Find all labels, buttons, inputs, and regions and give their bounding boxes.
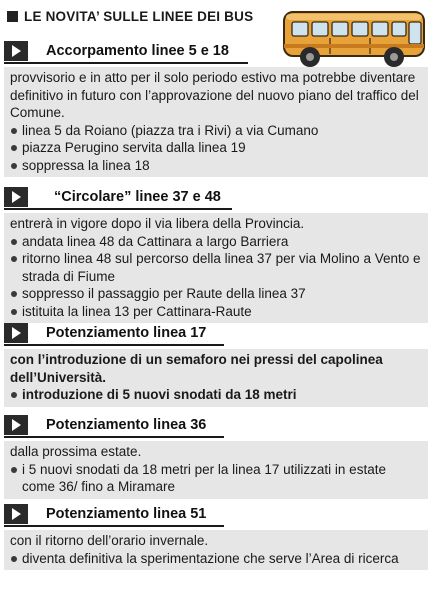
item-list xyxy=(10,122,422,175)
section-underline xyxy=(4,436,224,438)
list-item: introduzione di 5 nuovi snodati da 18 metri xyxy=(10,386,422,404)
section-title: “Circolare” linee 37 e 48 xyxy=(54,189,221,205)
arrow-right-icon xyxy=(4,187,28,207)
section-title: Potenziamento linea 36 xyxy=(46,417,207,433)
section-underline xyxy=(4,525,224,527)
section-body xyxy=(4,213,428,323)
section-body xyxy=(4,530,428,570)
item-list xyxy=(10,461,422,496)
list-item: soppressa la linea 18 xyxy=(10,157,422,175)
list-item: linea 5 da Roiano (piazza tra i Rivi) a via Cumano xyxy=(10,122,422,140)
section-underline xyxy=(4,208,232,210)
item-list xyxy=(10,233,422,321)
section-header xyxy=(4,503,428,525)
list-item: diventa definitiva la sperimentazione che serve l’Area di ricerca xyxy=(10,550,422,568)
section-underline xyxy=(4,344,224,346)
arrow-right-icon xyxy=(4,41,28,61)
item-list xyxy=(10,550,422,568)
list-item: andata linea 48 da Cattinara a largo Barriera xyxy=(10,233,422,251)
section-title: Accorpamento linee 5 e 18 xyxy=(46,43,229,59)
section-4 xyxy=(4,414,428,499)
section-header xyxy=(4,414,428,436)
section-intro: entrerà in vigore dopo il via libera della Provincia. xyxy=(10,216,305,231)
section-underline xyxy=(4,62,248,64)
page-title: LE NOVITA’ SULLE LINEE DEI BUS xyxy=(24,8,254,24)
arrow-right-icon xyxy=(4,504,28,524)
header-square-bullet xyxy=(7,11,18,22)
section-body xyxy=(4,441,428,499)
section-header xyxy=(4,186,428,208)
section-body xyxy=(4,349,428,407)
section-title: Potenziamento linea 17 xyxy=(46,325,207,341)
list-item: ritorno linea 48 sul percorso della linea 37 per via Molino a Vento e strada di Fiume xyxy=(10,250,422,285)
section-title: Potenziamento linea 51 xyxy=(46,506,207,522)
list-item: piazza Perugino servita dalla linea 19 xyxy=(10,139,422,157)
list-item: istituita la linea 13 per Cattinara-Raute xyxy=(10,303,422,321)
section-intro: con il ritorno dell’orario invernale. xyxy=(10,533,209,548)
section-5 xyxy=(4,503,428,570)
section-body xyxy=(4,67,428,177)
section-3 xyxy=(4,322,428,407)
section-intro: provvisorio e in atto per il solo periodo estivo ma potrebbe diventare definitivo in futuro con l’approvazione del nuovo piano del traffico del Comune. xyxy=(10,70,419,120)
item-list xyxy=(10,386,422,404)
section-1 xyxy=(4,40,428,177)
section-2 xyxy=(4,186,428,323)
list-item: i 5 nuovi snodati da 18 metri per la linea 17 utilizzati in estate come 36/ fino a Miramare xyxy=(10,461,422,496)
arrow-right-icon xyxy=(4,323,28,343)
section-header xyxy=(4,40,428,62)
arrow-right-icon xyxy=(4,415,28,435)
section-intro: dalla prossima estate. xyxy=(10,444,142,459)
list-item: soppresso il passaggio per Raute della linea 37 xyxy=(10,285,422,303)
section-header xyxy=(4,322,428,344)
section-intro: con l’introduzione di un semaforo nei pressi del capolinea dell’Università. xyxy=(10,352,383,385)
